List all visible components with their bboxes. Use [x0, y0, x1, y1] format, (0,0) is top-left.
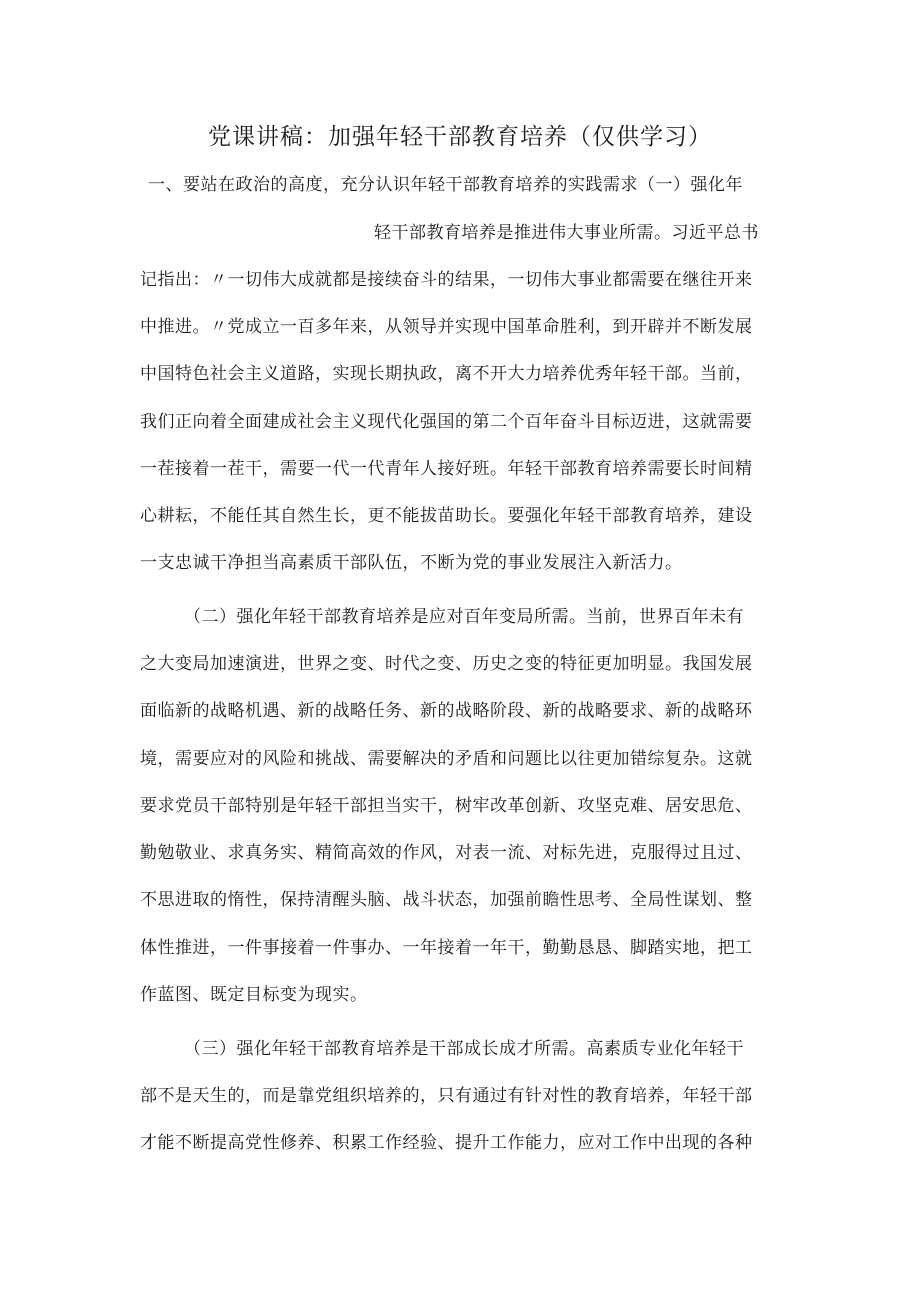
- body-text-line: 才能不断提高党性修养、积累工作经验、提升工作能力，应对工作中出现的各种: [140, 1133, 753, 1153]
- body-text-line: 一、要站在政治的高度，充分认识年轻干部教育培养的实践需求（一）强化年: [148, 175, 743, 195]
- body-text-line: 要求党员干部特别是年轻干部担当实干，树牢改革创新、攻坚克难、居安思危、: [140, 796, 753, 816]
- body-text-line: 作蓝图、既定目标变为现实。: [140, 985, 368, 1005]
- body-text-line: 轻干部教育培养是推进伟大事业所需。习近平总书: [374, 223, 759, 243]
- body-text-line: 一茬接着一茬干，需要一代一代青年人接好班。年轻干部教育培养需要长时间精: [140, 459, 753, 479]
- body-text-line: 一支忠诚干净担当高素质干部队伍，不断为党的事业发展注入新活力。: [140, 553, 683, 573]
- body-text-line: 中国特色社会主义道路，实现长期执政，离不开大力培养优秀年轻干部。当前，: [140, 364, 753, 384]
- body-text-line: 中推进。〃党成立一百多年来，从领导并实现中国革命胜利，到开辟并不断发展: [140, 317, 753, 337]
- body-text-line: 之大变局加速演进，世界之变、时代之变、历史之变的特征更加明显。我国发展: [140, 654, 753, 674]
- body-text-line: 记指出：〃一切伟大成就都是接续奋斗的结果，一切伟大事业都需要在继往开来: [140, 270, 753, 290]
- body-text-line: 勤勉敬业、求真务实、精简高效的作风，对表一流、对标先进，克服得过且过、: [140, 843, 753, 863]
- body-text-line: 我们正向着全面建成社会主义现代化强国的第二个百年奋斗目标迈进，这就需要: [140, 412, 753, 432]
- document-title: 党课讲稿：加强年轻干部教育培养（仅供学习）: [208, 124, 712, 150]
- body-text-line: 不思进取的惰性，保持清醒头脑、战斗状态，加强前瞻性思考、全局性谋划、整: [140, 890, 753, 910]
- body-text-line: 部不是天生的，而是靠党组织培养的，只有通过有针对性的教育培养，年轻干部: [140, 1086, 753, 1106]
- body-text-line: 面临新的战略机遇、新的战略任务、新的战略阶段、新的战略要求、新的战略环: [140, 701, 753, 721]
- body-text-line: （三）强化年轻干部教育培养是干部成长成才所需。高素质专业化年轻干: [184, 1039, 744, 1059]
- body-text-line: 心耕耘，不能任其自然生长，更不能拔苗助长。要强化年轻干部教育培养，建设: [140, 506, 753, 526]
- body-text-line: 境，需要应对的风险和挑战、需要解决的矛盾和问题比以往更加错综复杂。这就: [140, 749, 753, 769]
- body-text-line: 体性推进，一件事接着一件事办、一年接着一年干，勤勤恳恳、脚踏实地，把工: [140, 938, 753, 958]
- body-text-line: （二）强化年轻干部教育培养是应对百年变局所需。当前，世界百年未有: [184, 607, 744, 627]
